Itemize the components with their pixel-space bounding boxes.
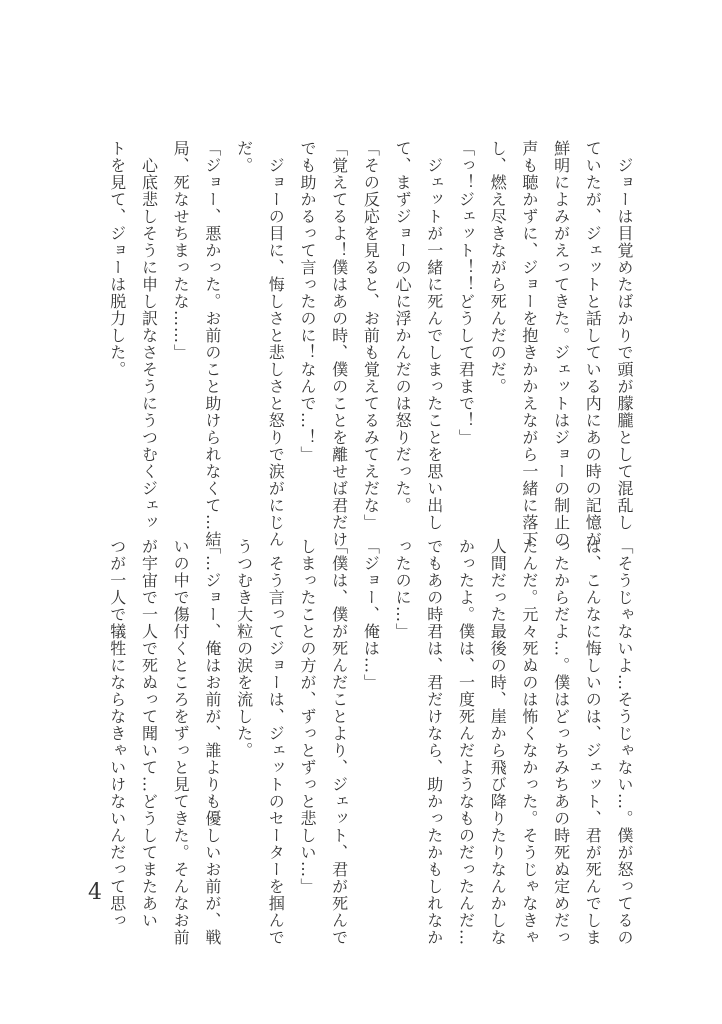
text-column: そう言ってジョーは、ジェットのセーターを掴んで xyxy=(266,538,286,946)
text-column: 「僕は、僕が死んだことより、ジェット、君が死んで xyxy=(329,538,349,946)
text-column: 「そうじゃないよ…そうじゃない…。僕が怒ってるの xyxy=(615,538,634,946)
text-column: 人間だった最後の時、崖から飛び降りたりなんかしな xyxy=(488,538,508,946)
text-column: 声も聴かずに、ジョーを抱きかかえながら一緒に落下 xyxy=(519,140,539,548)
text-column: ていたが、ジェットと話している内にあの時の記憶が xyxy=(583,140,603,548)
text-column: 「ジョー、悪かった。お前のこと助けられなくて…結 xyxy=(202,140,222,548)
text-block-bottom xyxy=(100,538,640,958)
text-column: ジョーは目覚めたばかりで頭が朦朧として混乱し xyxy=(615,140,634,531)
text-column: ジェットが一緒に死んでしまったことを思い出し xyxy=(424,140,444,531)
text-column: し、燃え尽きながら死んだのだ。 xyxy=(488,140,508,395)
text-column: は、こんなに悔しいのは、ジェット、君が死んでしま xyxy=(583,538,603,946)
text-column: うつむき大粒の涙を流した。 xyxy=(234,538,254,759)
text-column: ったのに…」 xyxy=(393,538,413,640)
text-column: 「…ジョー、俺はお前が、誰よりも優しいお前が、戦 xyxy=(202,538,222,946)
text-column: トを見て、ジョーは脱力した。 xyxy=(107,140,127,378)
text-column: 心底悲しそうに申し訳なさそうにうつむくジェッ xyxy=(139,140,159,531)
text-column: つが一人で犠牲にならなきゃいけないんだって思っ xyxy=(107,538,127,929)
page-number: 4 xyxy=(88,880,102,905)
text-column: 局、死なせちまったな……」 xyxy=(171,140,191,361)
text-column: いの中で傷付くところをずっと見てきた。そんなお前 xyxy=(171,538,191,946)
text-column: だ。 xyxy=(234,140,254,174)
text-column: でも助かるって言ったのに！なんで…！」 xyxy=(297,140,317,463)
text-column: 「その反応を見ると、お前も覚えてるみてえだな」 xyxy=(361,140,381,531)
text-column: ジョーの目に、悔しさと悲しさと怒りで涙がにじん xyxy=(266,140,286,548)
text-block-top xyxy=(100,140,640,548)
text-column: が宇宙で一人で死ぬって聞いて…どうしてまたあい xyxy=(139,538,159,929)
text-column: 鮮明によみがえってきた。ジェットはジョーの制止の xyxy=(551,140,571,548)
text-column: 「ジョー、俺は…」 xyxy=(361,538,381,691)
text-column: しまったことの方が、ずっとずっと悲しい…」 xyxy=(297,538,317,895)
text-column: 「っ！ジェット！！どうして君まで！」 xyxy=(456,140,476,446)
text-column: たんだ。元々死ぬのは怖くなかった。そうじゃなきゃ xyxy=(519,538,539,946)
text-column: 「覚えてるよ！僕はあの時、僕のことを離せば君だけ xyxy=(329,140,349,548)
text-column: かったよ。僕は、一度死んだようなものだったんだ… xyxy=(456,538,476,946)
text-column: でもあの時君は、君だけなら、助かったかもしれなか xyxy=(424,538,444,946)
text-column: て、まずジョーの心に浮かんだのは怒りだった。 xyxy=(393,140,413,514)
text-column: ったからだよ…。僕はどっちみちあの時死ぬ定めだっ xyxy=(551,538,571,946)
